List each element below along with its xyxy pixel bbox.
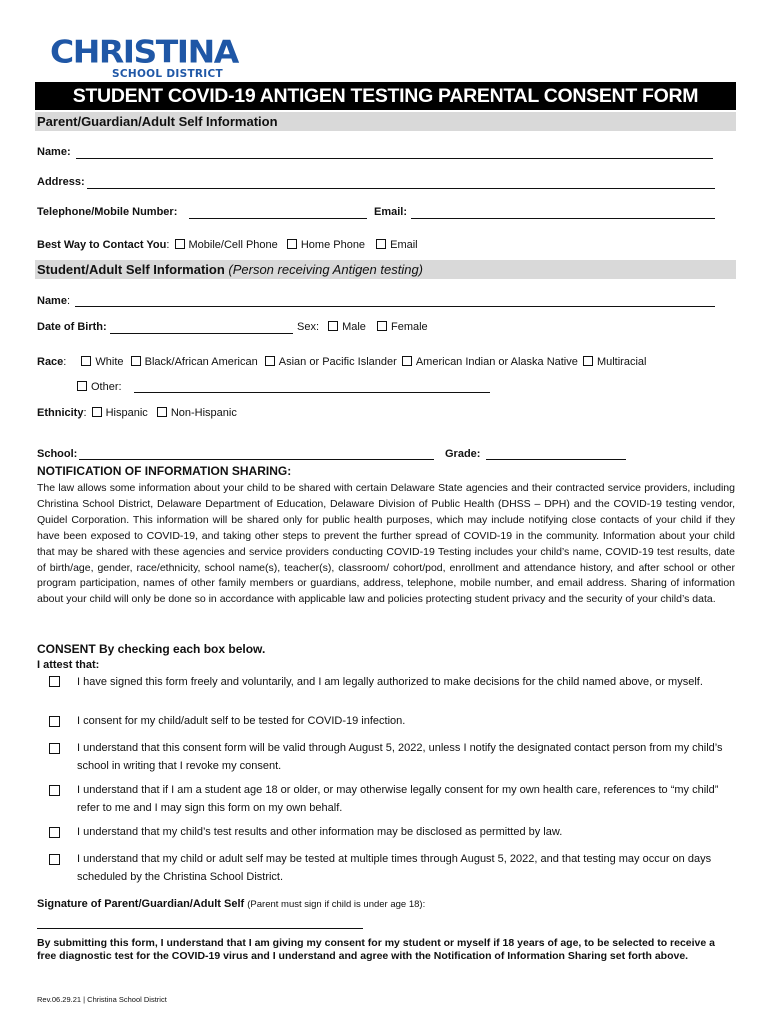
ethnicity-hispanic-label: Hispanic: [105, 407, 148, 419]
notification-heading: NOTIFICATION OF INFORMATION SHARING:: [37, 464, 292, 478]
grade-field[interactable]: [486, 459, 626, 460]
contact-home-checkbox[interactable]: [287, 239, 297, 249]
parent-email-label: Email:: [374, 206, 408, 218]
student-section-heading: [35, 260, 736, 279]
signature-note: (Parent must sign if child is under age 18):: [247, 899, 426, 910]
parent-name-label: Name:: [37, 146, 71, 158]
consent-checkbox-4[interactable]: [49, 785, 60, 796]
ethnicity-label: Ethnicity: [37, 407, 84, 419]
signature-row: [37, 898, 425, 910]
district-logo: CHRISTINA: [50, 33, 238, 71]
race-white-checkbox[interactable]: [81, 356, 91, 366]
sex-female-label: Female: [390, 321, 428, 333]
race-row: Race: White Black/African American Asian or Pacific Islander American Indian or Alaska Native Multiracial: [37, 356, 647, 368]
student-name-label: Name: [37, 295, 67, 307]
notification-body: The law allows some information about your child to be shared with certain Delaware State agencies and their contracted service providers, including Christina School District, Delaware Department of Education, Delaware Division of Public Health (DHSS – DPH) and the COVID-19 testing vendor, Quidel Corporation. This information will be shared only for public health purposes, which may include notifying close contacts of your child if they have been exposed to COVID-19, and taking other steps to prevent the further spread of COVID-19 in the community. Information about your child that may be shared with these agencies and service providers conducting COVID-19 Testing includes your child’s name, COVID-19 test results, date of birth/age, gender, race/ethnicity, school name(s), teacher(s), classroom/ cohort/pod, enrollment and attendance history, and after school or other program participation, names of other family members or guardians, address, telephone, mobile number, and email address. Sharing of information about your child will only be done so in accordance with applicable law and policies protecting student privacy and the security of your child’s data.: [37, 482, 735, 606]
sex-male-checkbox[interactable]: [328, 321, 338, 331]
signature-field[interactable]: [37, 928, 363, 929]
signature-label: Signature of Parent/Guardian/Adult Self: [37, 898, 245, 910]
race-multiracial-checkbox[interactable]: [583, 356, 593, 366]
parent-phone-label: Telephone/Mobile Number:: [37, 206, 178, 218]
consent-checkbox-3[interactable]: [49, 743, 60, 754]
student-name-field[interactable]: [75, 306, 715, 307]
race-white-label: White: [95, 356, 124, 368]
revision-footer: Rev.06.29.21 | Christina School District: [37, 995, 167, 1004]
consent-item-4: I understand that if I am a student age 18 or older, or may otherwise legally consent for my own health care, references to “my child” refer to me and I may sign this form on my own behalf.: [77, 784, 719, 814]
school-field[interactable]: [79, 459, 434, 460]
race-black-label: Black/African American: [144, 356, 258, 368]
consent-checkbox-2[interactable]: [49, 716, 60, 727]
contact-email-label: Email: [390, 239, 418, 251]
race-asian-label: Asian or Pacific Islander: [278, 356, 397, 368]
parent-phone-field[interactable]: [189, 218, 367, 219]
race-black-checkbox[interactable]: [131, 356, 141, 366]
sex-label: Sex:: [297, 321, 320, 333]
race-label: Race: [37, 356, 64, 368]
race-other-checkbox[interactable]: [77, 381, 87, 391]
race-american-indian-checkbox[interactable]: [402, 356, 412, 366]
consent-attest-label: I attest that:: [37, 659, 100, 671]
consent-checkbox-6[interactable]: [49, 854, 60, 865]
contact-preference-row: Best Way to Contact You: Mobile/Cell Phone Home Phone Email: [37, 239, 418, 251]
race-american-indian-label: American Indian or Alaska Native: [415, 356, 578, 368]
consent-checkbox-5[interactable]: [49, 827, 60, 838]
student-section-title: Student/Adult Self Information: [37, 262, 225, 277]
grade-label: Grade:: [445, 448, 481, 460]
consent-heading: CONSENT By checking each box below.: [37, 642, 266, 656]
consent-checkbox-1[interactable]: [49, 676, 60, 687]
parent-email-field[interactable]: [411, 218, 715, 219]
ethnicity-row: Ethnicity: Hispanic Non-Hispanic: [37, 407, 237, 419]
contact-mobile-label: Mobile/Cell Phone: [188, 239, 278, 251]
ethnicity-non-hispanic-checkbox[interactable]: [157, 407, 167, 417]
dob-label: Date of Birth:: [37, 321, 107, 333]
sex-male-label: Male: [342, 321, 366, 333]
consent-item-1: I have signed this form freely and voluntarily, and I am legally authorized to make decisions for the child named above, or myself.: [77, 676, 703, 688]
race-asian-checkbox[interactable]: [265, 356, 275, 366]
student-section-note: (Person receiving Antigen testing): [228, 262, 424, 277]
form-title: STUDENT COVID-19 ANTIGEN TESTING PARENTAL CONSENT FORM: [35, 82, 736, 110]
parent-address-label: Address:: [37, 176, 85, 188]
consent-item-6: I understand that my child or adult self may be tested at multiple times through August 5, 2022, and that testing may occur on days scheduled by the Christina School District.: [77, 853, 712, 883]
sex-row: [297, 321, 428, 333]
consent-item-2: I consent for my child/adult self to be tested for COVID-19 infection.: [77, 715, 406, 727]
race-other-field[interactable]: [134, 392, 490, 393]
parent-name-field[interactable]: [76, 158, 713, 159]
contact-home-label: Home Phone: [300, 239, 366, 251]
race-other-label: Other:: [91, 381, 122, 393]
ethnicity-non-hispanic-label: Non-Hispanic: [170, 407, 237, 419]
submit-statement: By submitting this form, I understand that I am giving my consent for my student or myself if 18 years of age, to be selected to receive a free diagnostic test for the COVID-19 virus and I understand and agree with the Notification of Information Sharing set forth above.: [37, 937, 715, 963]
school-label: School:: [37, 448, 78, 460]
sex-female-checkbox[interactable]: [377, 321, 387, 331]
ethnicity-hispanic-checkbox[interactable]: [92, 407, 102, 417]
dob-field[interactable]: [110, 333, 293, 334]
contact-mobile-checkbox[interactable]: [175, 239, 185, 249]
district-logo-subtitle: SCHOOL DISTRICT: [112, 68, 223, 80]
race-multiracial-label: Multiracial: [596, 356, 647, 368]
race-other-row: [77, 381, 122, 393]
consent-item-5: I understand that my child’s test results and other information may be disclosed as permitted by law.: [77, 826, 563, 838]
contact-email-checkbox[interactable]: [376, 239, 386, 249]
contact-preference-label: Best Way to Contact You: [37, 239, 167, 251]
parent-section-heading: Parent/Guardian/Adult Self Information: [35, 112, 736, 131]
consent-item-3: I understand that this consent form will be valid through August 5, 2022, unless I notify the designated contact person from my child’s school in writing that I revoke my consent.: [77, 742, 723, 772]
parent-address-field[interactable]: [87, 188, 715, 189]
